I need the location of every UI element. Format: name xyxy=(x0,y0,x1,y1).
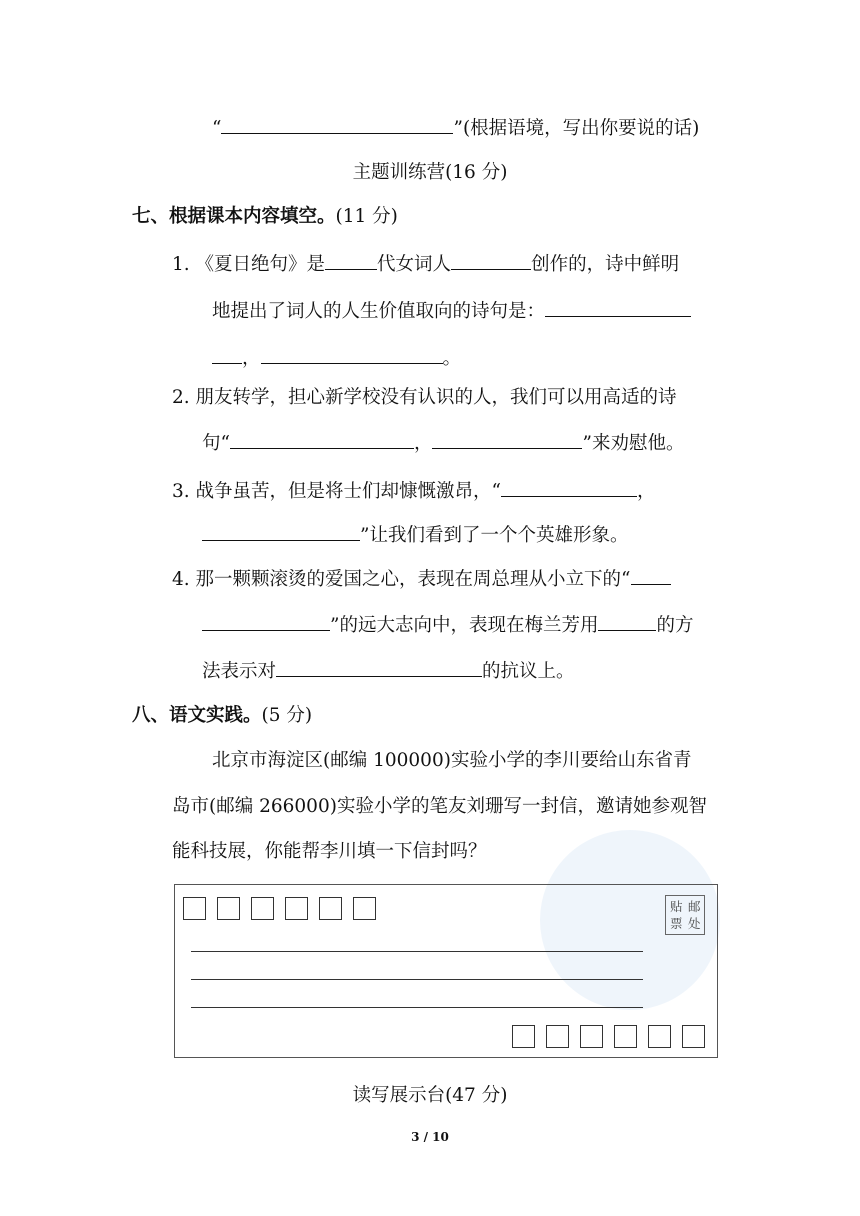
q3-text-a: 3. 战争虽苦，但是将士们却慷慨激昂，“ xyxy=(172,481,501,502)
theme-title: 主题训练营(16 分) xyxy=(352,162,508,183)
q4-text-e: 的抗议上。 xyxy=(482,661,575,682)
answer-blank[interactable] xyxy=(221,115,453,134)
quote-answer-line xyxy=(212,115,699,141)
q4-text-b: ”的远大志向中，表现在梅兰芳用 xyxy=(330,615,599,636)
section-8-heading xyxy=(132,704,312,728)
reading-section-title: 读写展示台(47 分) xyxy=(352,1085,508,1106)
zip-box-bottom[interactable] xyxy=(682,1025,705,1048)
q3-comma: ， xyxy=(637,481,656,502)
section-8-points: (5 分) xyxy=(261,705,313,726)
question-1-line-3 xyxy=(212,345,461,371)
q4-text-a: 4. 那一颗颗滚烫的爱国之心，表现在周总理从小立下的“ xyxy=(172,569,631,590)
address-line-3[interactable] xyxy=(191,1007,643,1008)
address-line-1[interactable] xyxy=(191,951,643,952)
q2-blank-2[interactable] xyxy=(432,430,582,449)
q4-blank-1b[interactable] xyxy=(202,612,330,631)
section-7-points: (11 分) xyxy=(335,206,398,227)
section-8-paragraph-line-3: 能科技展，你能帮李川填一下信封吗？ xyxy=(172,841,487,862)
q4-blank-3[interactable] xyxy=(276,658,482,677)
q3-blank-2[interactable] xyxy=(202,522,360,541)
stamp-char: 贴 xyxy=(670,899,683,914)
question-3-line-1 xyxy=(172,478,656,504)
q2-text-a: 句“ xyxy=(202,433,230,454)
stamp-char: 邮 xyxy=(688,899,701,914)
envelope xyxy=(174,884,718,1058)
section-7-title: 七、根据课本内容填空。 xyxy=(132,206,336,227)
q1-text-a: 1. 《夏日绝句》是 xyxy=(172,254,326,275)
stamp-char: 票 xyxy=(670,916,683,931)
zip-box-bottom[interactable] xyxy=(648,1025,671,1048)
question-1-line-2 xyxy=(212,298,691,324)
q1-blank-verse-2[interactable] xyxy=(261,345,443,364)
address-line-2[interactable] xyxy=(191,979,643,980)
q1-period: 。 xyxy=(442,348,462,369)
q1-text-d: 地提出了词人的人生价值取向的诗句是： xyxy=(212,301,546,322)
q3-blank-1[interactable] xyxy=(501,478,637,497)
section-7-heading xyxy=(132,205,398,229)
q3-text-b: ”让我们看到了一个个英雄形象。 xyxy=(360,525,629,546)
q2-text-b: ”来劝慰他。 xyxy=(582,433,685,454)
q4-text-c: 的方 xyxy=(656,615,694,636)
zip-box[interactable] xyxy=(217,897,240,920)
section-8-paragraph-line-2: 岛市(邮编 266000)实验小学的笔友刘珊写一封信，邀请她参观智 xyxy=(172,796,707,817)
close-quote: ” xyxy=(453,118,463,139)
zip-box-bottom[interactable] xyxy=(512,1025,535,1048)
question-2-line-1: 2. 朋友转学，担心新学校没有认识的人，我们可以用高适的诗 xyxy=(172,387,677,408)
stamp-char: 处 xyxy=(688,916,701,931)
question-4-line-3 xyxy=(202,658,575,684)
zip-box[interactable] xyxy=(251,897,274,920)
quote-hint: (根据语境，写出你要说的话) xyxy=(462,118,700,139)
zip-box[interactable] xyxy=(285,897,308,920)
zip-box-bottom[interactable] xyxy=(580,1025,603,1048)
section-8-paragraph-line-1: 北京市海淀区(邮编 100000)实验小学的李川要给山东省青 xyxy=(212,750,692,771)
stamp-area xyxy=(665,895,705,935)
question-2-line-2 xyxy=(202,430,684,456)
q1-blank-verse-1a[interactable] xyxy=(545,298,691,317)
q1-text-b: 代女词人 xyxy=(377,254,452,275)
q1-blank-verse-1b[interactable] xyxy=(212,345,242,364)
zip-box-sender-recipient[interactable] xyxy=(183,897,206,920)
q4-text-d: 法表示对 xyxy=(202,661,277,682)
zip-box-bottom[interactable] xyxy=(614,1025,637,1048)
q1-blank-author[interactable] xyxy=(451,251,531,270)
zip-box-bottom[interactable] xyxy=(546,1025,569,1048)
q2-blank-1[interactable] xyxy=(230,430,414,449)
zip-box[interactable] xyxy=(319,897,342,920)
page-number: 3 / 10 xyxy=(411,1130,449,1144)
question-4-line-2 xyxy=(202,612,693,638)
q2-comma: ， xyxy=(413,433,433,454)
question-1-line-1 xyxy=(172,251,679,277)
open-quote: “ xyxy=(212,118,222,139)
q4-blank-1a[interactable] xyxy=(631,566,671,585)
section-8-title: 八、语文实践。 xyxy=(132,705,262,726)
zip-box[interactable] xyxy=(353,897,376,920)
q1-blank-dynasty[interactable] xyxy=(325,251,377,270)
q1-text-c: 创作的，诗中鲜明 xyxy=(531,254,680,275)
question-4-line-1 xyxy=(172,566,671,592)
question-3-line-2 xyxy=(202,522,628,548)
q4-blank-2[interactable] xyxy=(598,612,656,631)
q1-comma: ， xyxy=(242,348,261,369)
